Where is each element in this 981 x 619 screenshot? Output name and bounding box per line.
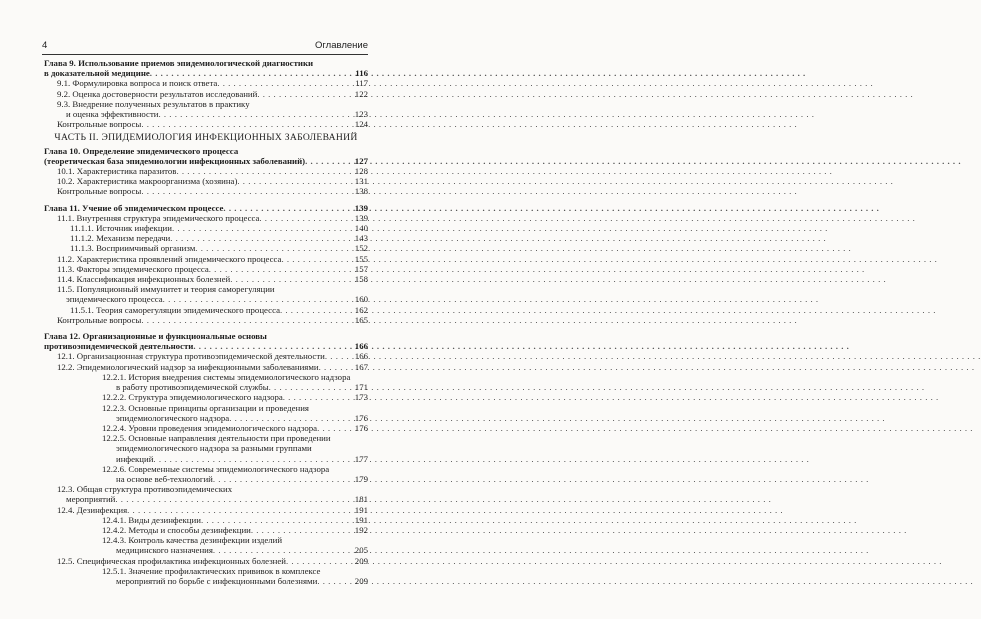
chapter-title: Глава 11. Учение об эпидемическом процессе . . . 139 (44, 203, 368, 213)
toc-entry: 12.2. Эпидемиологический надзор за инфекционными заболеваниями . . . 167 (44, 362, 368, 372)
toc-entry: 9.2. Оценка достоверности результатов исследований . . . 122 (44, 89, 368, 99)
toc-entry: на основе веб-технологий . . . 179 (44, 474, 368, 484)
toc-entry: 12.5. Специфическая профилактика инфекционных болезней . . . 209 (44, 556, 368, 566)
toc-entry: 11.2. Характеристика проявлений эпидемического процесса . . . 155 (44, 254, 368, 264)
chapter-title: Глава 9. Использование приемов эпидемиологической диагностики (44, 58, 314, 68)
header-rule (42, 54, 368, 55)
toc-entry: 12.2.1. История внедрения системы эпидемиологического надзора (102, 371, 351, 382)
table-of-contents (44, 58, 368, 586)
toc-entry: 12.5.1. Значение профилактических прививок в комплексе (102, 565, 321, 576)
toc-entry: 11.1.1. Источник инфекции . . . 140 (44, 223, 368, 233)
toc-entry: 12.2.3. Основные принципы организации и проведения (102, 402, 309, 413)
chapter-title: Глава 10. Определение эпидемического процесса (44, 145, 239, 156)
toc-entry: 10.2. Характеристика макроорганизма (хозяина) . . . 131 (44, 176, 368, 186)
page-number: 4 (42, 40, 48, 51)
toc-entry: 12.2.2. Структура эпидемиологического надзора . . . 173 (44, 392, 368, 402)
toc-entry: 11.1. Внутренняя структура эпидемического процесса . . . 139 (44, 213, 368, 223)
chapter-title: Глава 12. Организационные и функциональные основы (44, 331, 267, 342)
toc-entry: мероприятий по борьбе с инфекционными болезнями . . . 209 (44, 576, 368, 586)
toc-entry: 12.3. Общая структура противоэпидемических (57, 484, 233, 495)
toc-entry: 12.4.2. Методы и способы дезинфекции . . . 192 (44, 525, 368, 535)
toc-entry: 12.1. Организационная структура противоэпидемической деятельности . . . 166 (44, 351, 368, 361)
toc-entry: 9.1. Формулировка вопроса и поиск ответа . . . 117 (44, 78, 368, 88)
toc-entry: в доказательной медицине . . . 116 (44, 68, 368, 78)
toc-entry: 12.2.6. Современные системы эпидемиологического надзора (102, 463, 330, 474)
toc-entry: 11.5.1. Теория саморегуляции эпидемического процесса . . . 162 (44, 305, 368, 315)
toc-entry: 11.3. Факторы эпидемического процесса . . . 157 (44, 264, 368, 274)
toc-entry: и оценка эффективности . . . 123 (44, 109, 368, 119)
toc-entry: в работу противоэпидемической службы . . . 171 (44, 382, 368, 392)
toc-entry: 12.4.1. Виды дезинфекции . . . 191 (44, 515, 368, 525)
toc-entry: эпидемиологического надзора за разными группами (116, 443, 312, 454)
toc-entry: 11.1.3. Восприимчивый организм . . . 152 (44, 243, 368, 253)
toc-entry: 11.4. Классификация инфекционных болезней . . . 158 (44, 274, 368, 284)
part-heading: ЧАСТЬ II. ЭПИДЕМИОЛОГИЯ ИНФЕКЦИОННЫХ ЗАБОЛЕВАНИЙ (54, 132, 358, 144)
toc-entry: (теоретическая база эпидемиологии инфекционных заболеваний) . . . 127 (44, 156, 368, 166)
toc-entry: 9.3. Внедрение полученных результатов в практику (57, 98, 250, 109)
book-page (0, 0, 410, 619)
toc-entry: Контрольные вопросы . . . 165 (44, 315, 368, 325)
toc-entry: медицинского назначения . . . 205 (44, 545, 368, 555)
toc-entry: 12.4.3. Контроль качества дезинфекции изделий (102, 535, 283, 546)
toc-entry: 11.1.2. Механизм передачи . . . 143 (44, 233, 368, 243)
toc-entry: 10.1. Характеристика паразитов . . . 128 (44, 166, 368, 176)
toc-entry: эпидемического процесса . . . 160 (44, 294, 368, 304)
toc-entry: Контрольные вопросы . . . 124 (44, 119, 368, 129)
running-title: Оглавление (315, 40, 368, 51)
toc-entry: 12.2.5. Основные направления деятельности при проведении (102, 433, 331, 444)
toc-entry: противоэпидемической деятельности . . . 166 (44, 341, 368, 351)
toc-entry: мероприятий . . . 181 (44, 494, 368, 504)
toc-entry: 12.4. Дезинфекция . . . 191 (44, 505, 368, 515)
toc-entry: 12.2.4. Уровни проведения эпидемиологического надзора . . . 176 (44, 423, 368, 433)
toc-entry: 11.5. Популяционный иммунитет и теория саморегуляции (57, 284, 275, 295)
toc-entry: инфекций . . . 177 (44, 454, 368, 464)
toc-entry: Контрольные вопросы . . . 138 (44, 186, 368, 196)
toc-entry: эпидемиологического надзора . . . 176 (44, 413, 368, 423)
